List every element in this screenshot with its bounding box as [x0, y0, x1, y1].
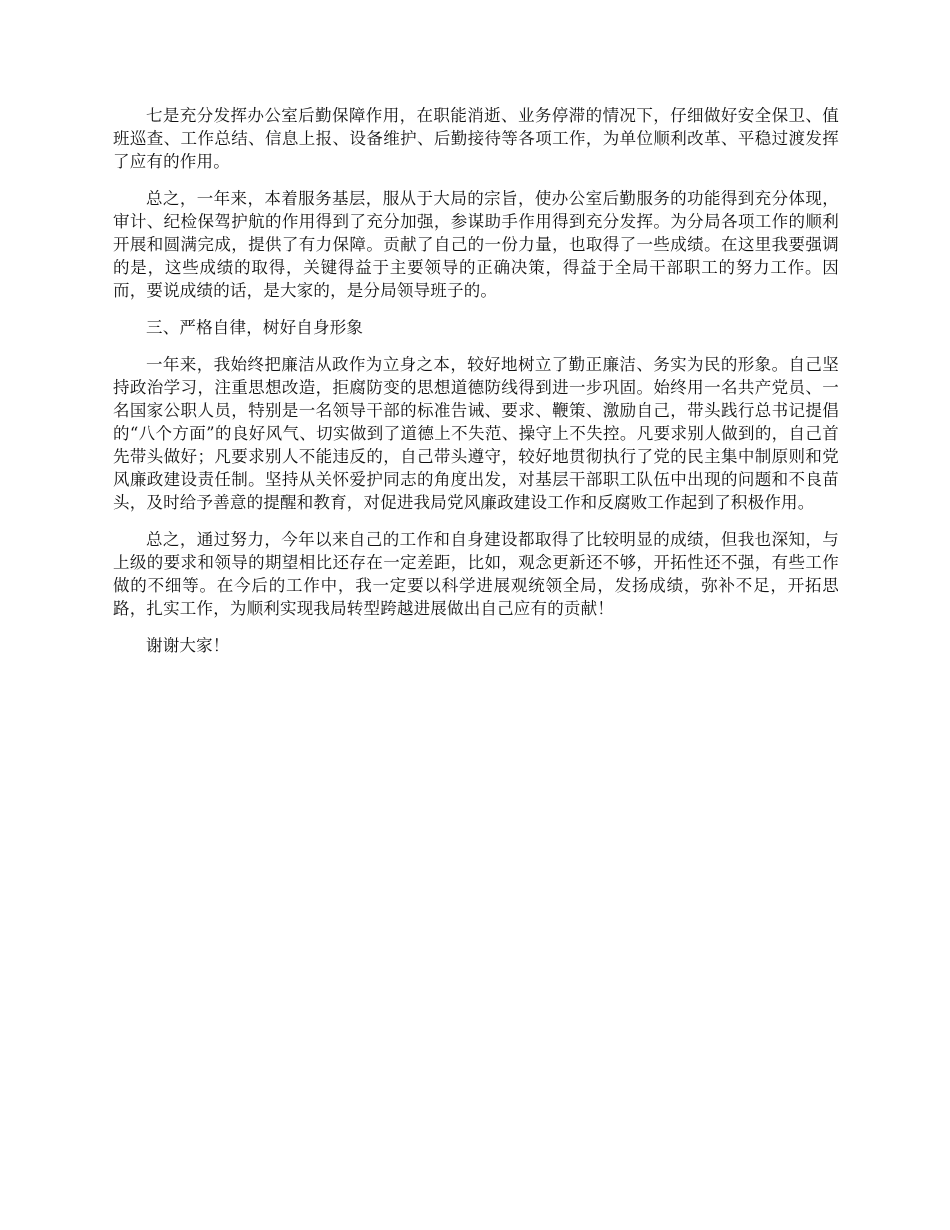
- closing-thanks: 谢谢大家！: [146, 636, 230, 655]
- paragraph-office-support: 七是充分发挥办公室后勤保障作用，在职能消逝、业务停滞的情况下，仔细做好安全保卫、值班巡查、工作总结、信息上报、设备维护、后勤接待等各项工作，为单位顺利改革、平稳过渡发挥了应有的作用。: [113, 106, 839, 171]
- paragraph-integrity: 一年来，我始终把廉洁从政作为立身之本，较好地树立了勤正廉洁、务实为民的形象。自己坚持政治学习，注重思想改造，拒腐防变的思想道德防线得到进一步巩固。始终用一名共产党员、一名国家公职人员，特别是一名领导干部的标准告诫、要求、鞭策、激励自己，带头践行总书记提倡的“八个方面”的良好风气、切实做到了道德上不失范、操守上不失控。凡要求别人做到的，自己首先带头做好；凡要求别人不能违反的，自己带头遵守，较好地贯彻执行了党的民主集中制原则和党风廉政建设责任制。坚持从关怀爱护同志的角度出发，对基层干部职工队伍中出现的问题和不良苗头，及时给予善意的提醒和教育，对促进我局党风廉政建设工作和反腐败工作起到了积极作用。: [113, 355, 839, 512]
- paragraph-summary-service: 总之，一年来，本着服务基层，服从于大局的宗旨，使办公室后勤服务的功能得到充分体现，审计、纪检保驾护航的作用得到了充分加强，参谋助手作用得到充分发挥。为分局各项工作的顺利开展和圆满完成，提供了有力保障。贡献了自己的一份力量，也取得了一些成绩。在这里我要强调的是，这些成绩的取得，关键得益于主要领导的正确决策，得益于全局干部职工的努力工作。因而，要说成绩的话，是大家的，是分局领导班子的。: [113, 189, 839, 300]
- document-body: [113, 104, 839, 671]
- paragraph-conclusion: 总之，通过努力，今年以来自己的工作和自身建设都取得了比较明显的成绩，但我也深知，与上级的要求和领导的期望相比还存在一定差距，比如，观念更新还不够，开拓性还不强，有些工作做的不细等。在今后的工作中，我一定要以科学进展观统领全局，发扬成绩，弥补不足，开拓思路，扎实工作，为顺利实现我局转型跨越进展做出自己应有的贡献！: [113, 530, 839, 618]
- section-heading-self-discipline: 三、严格自律，树好自身形象: [146, 318, 364, 337]
